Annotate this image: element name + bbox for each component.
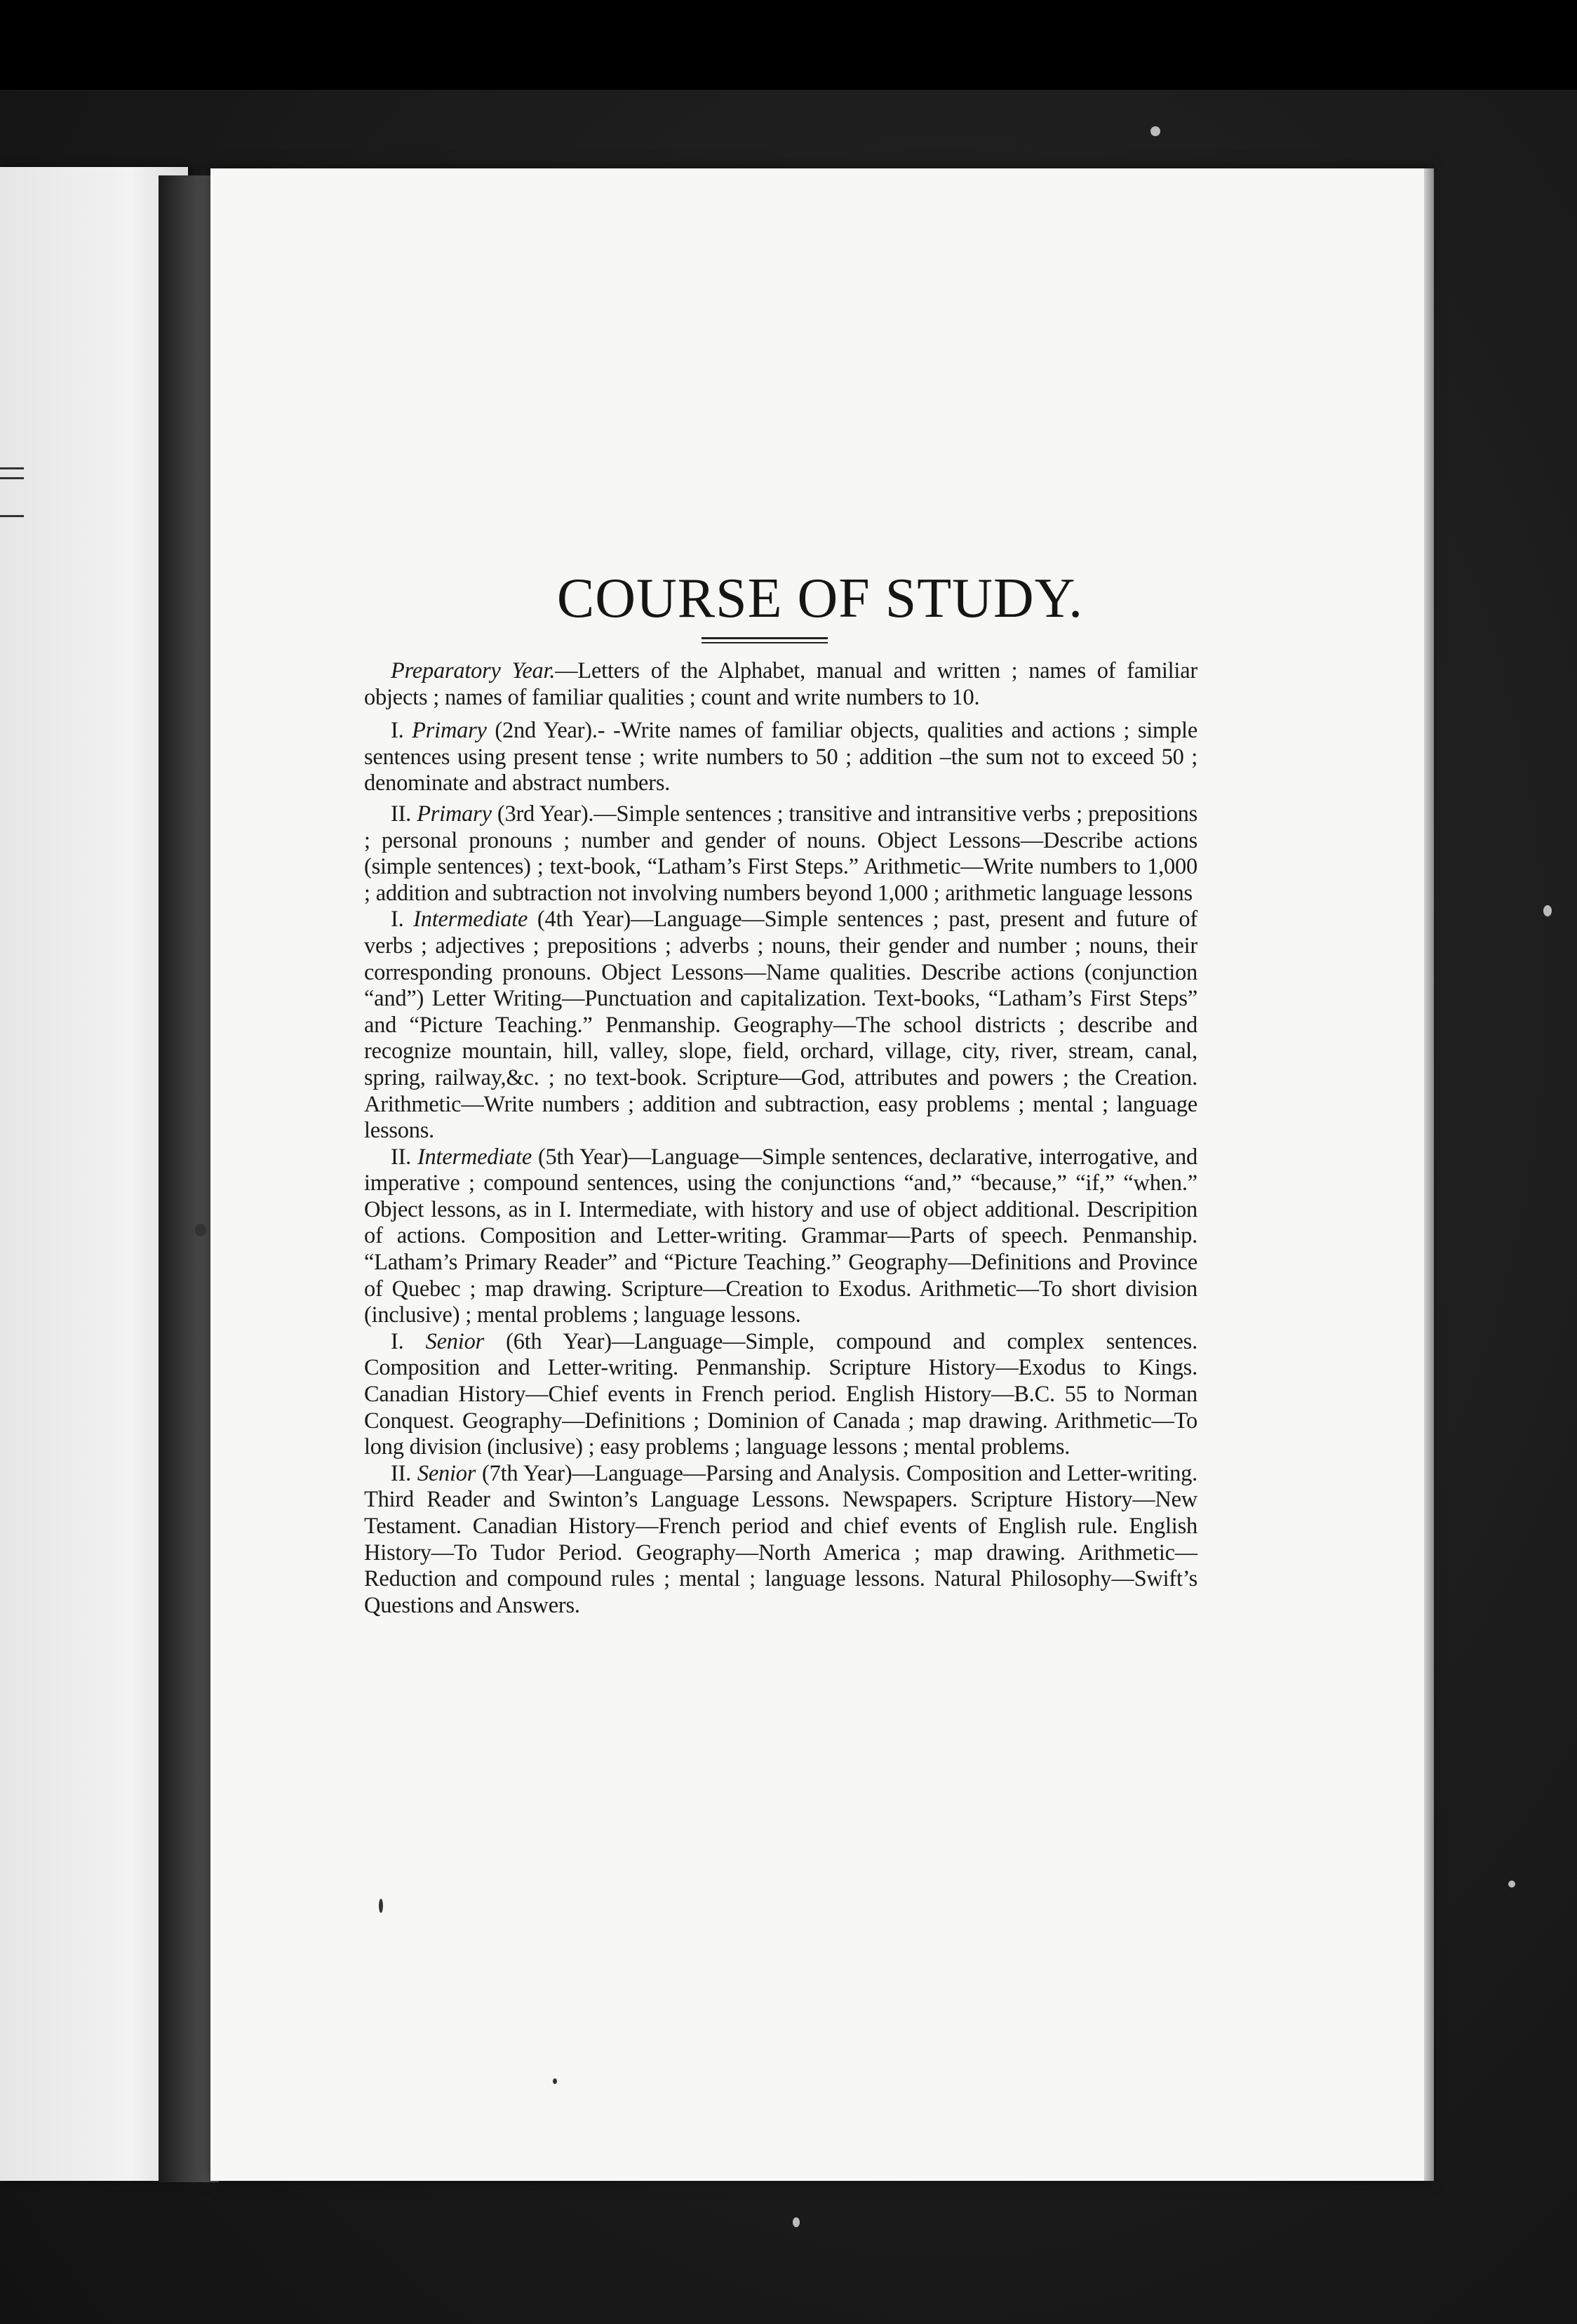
section-senior-1 — [364, 1329, 1197, 1461]
section-label: Intermediate — [417, 1144, 532, 1170]
facing-page-rule — [0, 467, 24, 469]
section-intermediate-1 — [364, 907, 1197, 1144]
facing-page-rule — [0, 515, 24, 517]
section-text: (4th Year)—Language—Simple sentences ; past, present and future of verbs ; adjectives ; prepositions ; adverbs ; nouns, their gender and number ; nouns, their corresponding pronouns. Object Lessons—Name qualities. Describe actions (conjunction “and”) Letter Writing—Punctuation and capitalization. Text-books, “Latham’s First Steps” and “Picture Teaching.” Penmanship. Geography—The school districts ; describe and recognize mountain, hill, valley, slope, field, orchard, village, city, river, stream, canal, spring, railway,&c. ; no text-book. Scripture—God, attributes and powers ; the Creation. Arithmetic—Write numbers ; addition and subtraction, easy problems ; mental ; language lessons. — [364, 907, 1197, 1144]
section-label: Primary — [417, 801, 492, 827]
section-label: Senior — [425, 1328, 484, 1354]
section-prefix: I. — [391, 907, 414, 933]
section-text: (2nd Year).- -Write names of familiar objects, qualities and actions ; simple sentences using present tense ; write numbers to 50 ; addition –the sum not to exceed 50 ; denominate and abstract numbers. — [364, 718, 1197, 796]
section-preparatory-year — [364, 658, 1197, 711]
page-mark — [379, 1899, 383, 1913]
section-primary-1 — [364, 718, 1197, 797]
page-mark — [553, 2078, 557, 2084]
page-title: COURSE OF STUDY. — [556, 568, 1084, 629]
section-prefix: II. — [391, 1144, 417, 1170]
dust-speck — [1150, 126, 1160, 136]
page-mark — [195, 1224, 206, 1236]
section-text: (3rd Year).—Simple sentences ; transitive and intransitive verbs ; prepositions ; personal pronouns ; number and gender of nouns. Object Lessons—Describe actions (simple sentences) ; text-book, “Latham’s First Steps.” Arithmetic—Write numbers to 1,000 ; addition and subtraction not involving numbers beyond 1,000 ; arithmetic language lessons — [364, 801, 1197, 906]
film-top-band — [0, 0, 1577, 90]
section-text: (6th Year)—Language—Simple, compound and complex sentences. Composition and Letter-writing. Penmanship. Scripture History—Exodus to Kings. Canadian History—Chief events in French period. English History—B.C. 55 to Norman Conquest. Geography—Definitions ; Dominion of Canada ; map drawing. Arithmetic—To long division (inclusive) ; easy problems ; language lessons ; mental problems. — [364, 1328, 1197, 1460]
section-text: (5th Year)—Language—Simple sentences, declarative, interrogative, and imperative ; compound sentences, using the conjunctions “and,” “because,” “if,” “when.” Object lessons, as in I. Intermediate, with history and use of object additional. Descripition of actions. Composition and Letter-writing. Grammar—Parts of speech. Penmanship. “Latham’s Primary Reader” and “Picture Teaching.” Geography—Definitions and Province of Quebec ; map drawing. Scripture—Creation to Exodus. Arithmetic—To short division (inclusive) ; mental problems ; language lessons. — [364, 1144, 1198, 1328]
section-prefix: I. — [391, 718, 412, 744]
title-rule — [702, 637, 828, 643]
dust-speck — [793, 2217, 800, 2227]
course-text — [364, 658, 1197, 1619]
section-text: —Letters of the Alphabet, manual and written ; names of familiar objects ; names of familiar qualities ; count and write numbers to 10. — [364, 658, 1197, 710]
dust-speck — [1543, 905, 1552, 916]
section-senior-2 — [364, 1461, 1197, 1620]
section-prefix: II. — [391, 1460, 417, 1486]
section-intermediate-2 — [364, 1144, 1197, 1329]
page-edge — [1424, 168, 1434, 2181]
section-prefix: I. — [391, 1328, 426, 1354]
section-primary-2 — [364, 801, 1197, 907]
section-label: Senior — [417, 1460, 476, 1486]
section-label: Primary — [412, 718, 487, 744]
dust-speck — [1508, 1881, 1515, 1888]
section-text: (7th Year)—Language—Parsing and Analysis. Composition and Letter-writing. Third Reader and Swinton’s Language Lessons. Newspapers. Scripture History—New Testament. Canadian History—French period and chief events of English rule. English History—To Tudor Period. Geography—North America ; map drawing. Arithmetic—Reduction and compound rules ; mental ; language lessons. Natural Philosophy—Swift’s Questions and Answers. — [364, 1460, 1197, 1618]
facing-page-rule — [0, 477, 24, 479]
section-label: Intermediate — [413, 907, 528, 933]
section-label: Preparatory Year. — [391, 658, 556, 683]
section-prefix: II. — [391, 801, 417, 827]
